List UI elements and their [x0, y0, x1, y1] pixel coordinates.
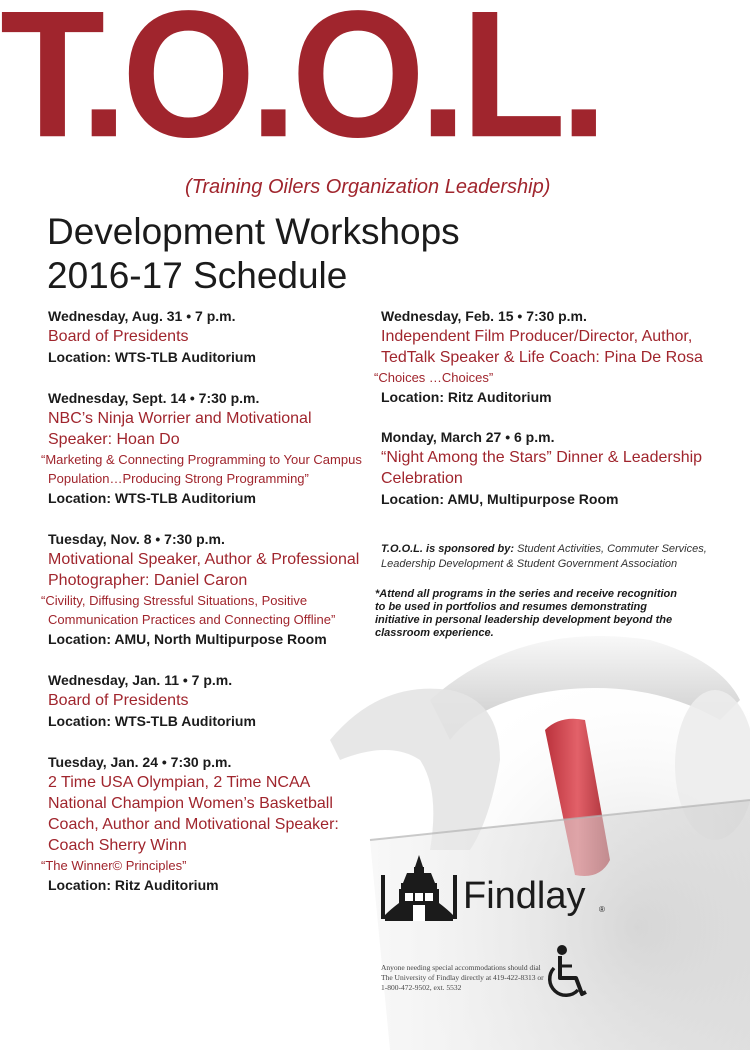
- event-date: Wednesday, Aug. 31 • 7 p.m.: [48, 308, 236, 324]
- schedule-left-column: [40, 306, 370, 916]
- findlay-logo: [381, 853, 611, 925]
- event-item: [40, 752, 370, 896]
- event-date: Tuesday, Jan. 24 • 7:30 p.m.: [48, 754, 232, 770]
- event-item: [40, 670, 370, 732]
- main-title: T.O.O.L.: [0, 0, 602, 176]
- subtitle: (Training Oilers Organization Leadership): [185, 176, 551, 198]
- event-title: Board of Presidents: [48, 692, 189, 709]
- event-item: [40, 306, 370, 368]
- heading-line-1: Development Workshops: [47, 211, 460, 252]
- sponsor-note: [381, 542, 711, 572]
- event-quote: “Marketing & Connecting Programming to Your Campus Population…Producing Strong Programming”: [41, 452, 362, 486]
- findlay-tower-icon: [381, 853, 457, 925]
- event-item: [373, 427, 713, 510]
- accommodation-note: Anyone needing special accommodations should dial The University of Findlay directly at 419-422-8313 or 1-800-472-9502, ext. 5532: [381, 963, 544, 992]
- event-title: NBC’s Ninja Worrier and Motivational Speaker: Hoan Do: [48, 410, 312, 448]
- attend-note: *Attend all programs in the series and receive recognition to be used in portfolios and resumes demonstrating initiative in personal leadership development beyond the classroom experience.: [375, 588, 677, 639]
- page-heading: [47, 210, 460, 298]
- event-quote: “Choices …Choices”: [374, 370, 494, 385]
- event-quote: “The Winner© Principles”: [41, 858, 187, 873]
- event-location: Location: WTS-TLB Auditorium: [48, 349, 256, 365]
- heading-line-2: 2016-17 Schedule: [47, 255, 348, 296]
- event-location: Location: Ritz Auditorium: [48, 877, 219, 893]
- wheelchair-icon: [540, 944, 592, 1004]
- event-location: Location: WTS-TLB Auditorium: [48, 713, 256, 729]
- event-title: Independent Film Producer/Director, Author, TedTalk Speaker & Life Coach: Pina De Rosa: [381, 328, 703, 366]
- sponsor-label: T.O.O.L. is sponsored by:: [381, 543, 515, 555]
- event-date: Monday, March 27 • 6 p.m.: [381, 429, 555, 445]
- event-date: Wednesday, Feb. 15 • 7:30 p.m.: [381, 308, 587, 324]
- event-quote: “Civility, Diffusing Stressful Situations, Positive Communication Practices and Connecting Offline”: [41, 593, 336, 627]
- event-item: [373, 306, 713, 408]
- event-location: Location: Ritz Auditorium: [381, 389, 552, 405]
- event-date: Wednesday, Sept. 14 • 7:30 p.m.: [48, 390, 260, 406]
- event-date: Tuesday, Nov. 8 • 7:30 p.m.: [48, 531, 225, 547]
- findlay-wordmark: Findlay: [463, 875, 586, 917]
- event-item: [40, 529, 370, 650]
- event-title: 2 Time USA Olympian, 2 Time NCAA National Champion Women’s Basketball Coach, Author and Motivational Speaker: Coach Sherry Winn: [48, 774, 339, 854]
- event-title: Board of Presidents: [48, 328, 189, 345]
- event-title: Motivational Speaker, Author & Professional Photographer: Daniel Caron: [48, 551, 360, 589]
- event-location: Location: WTS-TLB Auditorium: [48, 490, 256, 506]
- schedule-right-column: [373, 306, 713, 529]
- sponsor-text: Student Activities, Commuter Services, Leadership Development & Student Government Association: [381, 543, 707, 570]
- event-location: Location: AMU, North Multipurpose Room: [48, 631, 327, 647]
- event-location: Location: AMU, Multipurpose Room: [381, 491, 619, 507]
- event-date: Wednesday, Jan. 11 • 7 p.m.: [48, 672, 233, 688]
- registered-mark: ®: [599, 905, 605, 914]
- event-title: “Night Among the Stars” Dinner & Leadership Celebration: [381, 449, 703, 487]
- event-item: [40, 388, 370, 509]
